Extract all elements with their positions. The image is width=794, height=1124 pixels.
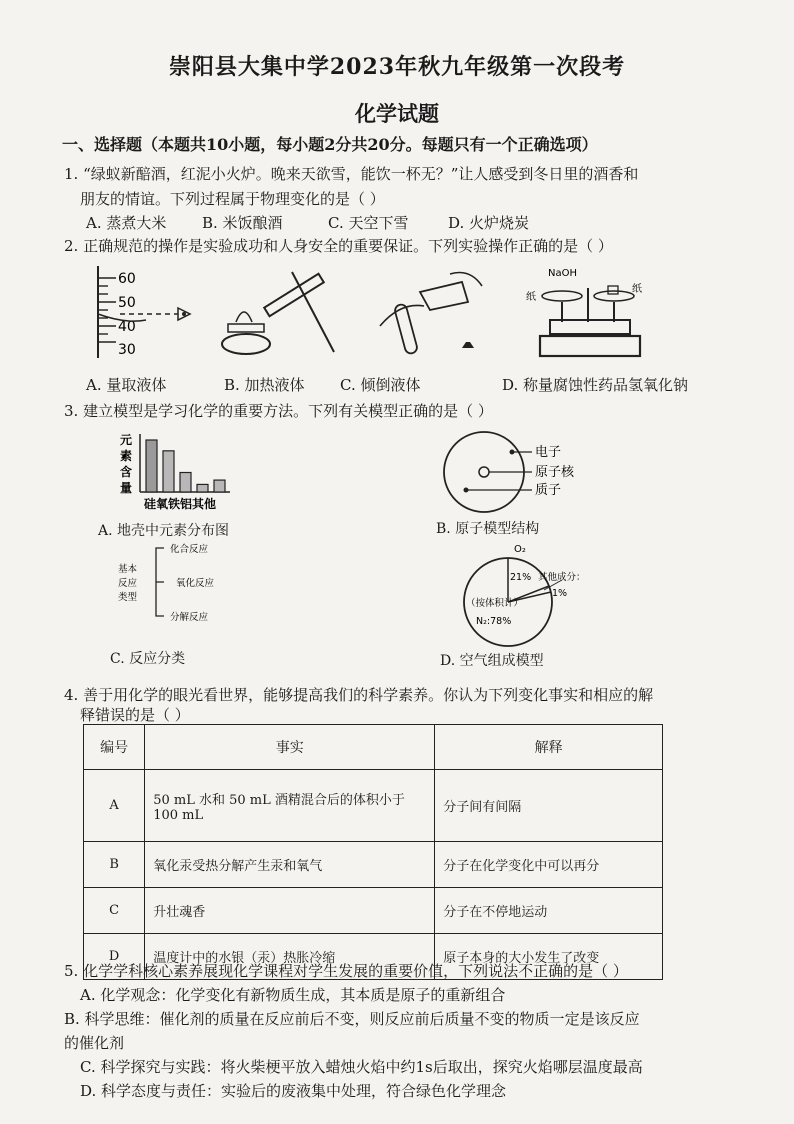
q3-atom-model — [440, 428, 600, 518]
pie-label-o2: O₂ — [514, 544, 526, 555]
chart-a-ylabel-3: 含 — [120, 465, 133, 479]
q3-reaction-classification — [118, 538, 238, 630]
q2-pouring-figure — [370, 262, 500, 362]
pie-label-n2: N₂:78% — [476, 616, 512, 627]
row-explain: 分子在不停地运动 — [435, 888, 663, 934]
q1-stem-line2: 朋友的情谊。下列过程属于物理变化的是（ ） — [80, 190, 385, 208]
q3-air-pie — [452, 540, 622, 652]
chart-a-categories: 硅氧铁铝其他 — [144, 497, 217, 511]
paper-label-left: 纸 — [526, 292, 536, 303]
chart-a-ylabel-1: 元 — [120, 433, 133, 447]
header-explain: 解释 — [435, 725, 663, 770]
q2-option-b: B. 加热液体 — [224, 376, 305, 394]
q2-option-d: D. 称量腐蚀性药品氢氧化钠 — [502, 376, 689, 394]
class-root-3: 类型 — [118, 592, 138, 603]
exam-title: 崇阳县大集中学2023年秋九年级第一次段考 — [168, 54, 626, 80]
hand-left — [380, 305, 424, 326]
q5-option-b-line2: 的催化剂 — [64, 1034, 125, 1052]
cylinder-tick-50: 50 — [118, 295, 136, 311]
q5-option-c: C. 科学探究与实践：将火柴梗平放入蜡烛火焰中约1s后取出，探究火焰哪层温度最高 — [80, 1058, 643, 1076]
exam-subtitle: 化学试题 — [355, 101, 439, 126]
q2-options — [86, 374, 688, 395]
q3-caption-b: B. 原子模型结构 — [436, 521, 540, 537]
q5-stem: 5. 化学学科核心素养展现化学课程对学生发展的重要价值，下列说法不正确的是（ ） — [64, 962, 628, 980]
row-explain: 分子间有间隔 — [435, 770, 663, 842]
chart-a-bar-铝 — [197, 484, 208, 492]
table-row — [84, 888, 663, 934]
row-fact: 氧化汞受热分解产生汞和氧气 — [145, 842, 435, 888]
pie-label-basis: （按体积计） — [466, 598, 524, 609]
q1-options — [86, 212, 529, 233]
q3-stem: 3. 建立模型是学习化学的重要方法。下列有关模型正确的是（ ） — [64, 402, 493, 420]
class-branch-3: 分解反应 — [170, 612, 209, 623]
row-id: D — [84, 934, 145, 980]
row-id: A — [84, 770, 145, 842]
chart-a-ylabel-4: 量 — [120, 481, 133, 495]
chart-a-bar-硅 — [146, 440, 157, 492]
paper-label-right: 纸 — [632, 284, 642, 295]
test-tube — [264, 274, 324, 316]
q3-chart-a — [118, 430, 242, 516]
section-heading: 一、选择题（本题共10小题，每小题2分共20分。每题只有一个正确选项） — [62, 135, 598, 154]
row-fact: 升壮魂香 — [145, 888, 435, 934]
atom-label-nucleus: 原子核 — [535, 465, 575, 480]
bottle-stopper-icon — [462, 342, 474, 348]
q5-option-a: A. 化学观念：化学变化有新物质生成，其本质是原子的重新组合 — [80, 986, 506, 1004]
q1-option-a: A. 蒸煮大米 — [86, 214, 167, 232]
q2-balance-figure — [522, 262, 652, 366]
q3-caption-c: C. 反应分类 — [110, 651, 186, 667]
row-explain: 分子在化学变化中可以再分 — [435, 842, 663, 888]
alcohol-lamp — [222, 334, 270, 354]
cylinder-graduations — [98, 278, 116, 342]
cylinder-tick-40: 40 — [118, 319, 136, 335]
q2-option-a: A. 量取液体 — [86, 376, 167, 394]
left-pan — [542, 291, 582, 301]
right-pan — [594, 291, 634, 301]
q3-caption-a: A. 地壳中元素分布图 — [98, 523, 230, 539]
q5-option-d: D. 科学态度与责任：实验后的废液集中处理，符合绿色化学理念 — [80, 1082, 507, 1100]
reagent-bottle — [420, 282, 468, 310]
header-id: 编号 — [84, 725, 145, 770]
cylinder-tick-30: 30 — [118, 342, 136, 358]
cylinder-tick-60: 60 — [118, 271, 136, 287]
q5-option-b-line1: B. 科学思维：催化剂的质量在反应前后不变，则反应前后质量不变的物质一定是该反应 — [64, 1010, 640, 1028]
chart-a-bar-铁 — [180, 473, 191, 493]
q1-option-b: B. 米饭酿酒 — [202, 214, 283, 232]
balance-base — [540, 336, 640, 356]
atom-label-electron: 电子 — [535, 445, 562, 460]
naoh-label: NaOH — [548, 268, 577, 279]
class-root-1: 基本 — [118, 564, 138, 575]
class-root-2: 反应 — [118, 578, 138, 589]
q2-option-c: C. 倾倒液体 — [340, 376, 421, 394]
pie-label-other: 其他成分： — [538, 572, 586, 583]
row-fact: 温度计中的水银（汞）热胀冷缩 — [145, 934, 435, 980]
q2-heating-figure — [214, 262, 344, 362]
row-id: B — [84, 842, 145, 888]
class-branch-2: 氧化反应 — [176, 578, 215, 589]
q4-stem-line1: 4. 善于用化学的眼光看世界，能够提高我们的科学素养。你认为下列变化事实和相应的解 — [64, 686, 654, 704]
table-header-row — [84, 725, 663, 770]
chart-a-bar-其他 — [214, 480, 225, 492]
balance-beam — [550, 320, 630, 334]
class-branch-1: 化合反应 — [170, 544, 209, 555]
table-row — [84, 770, 663, 842]
flame-icon — [236, 312, 252, 322]
q1-option-d: D. 火炉烧炭 — [448, 214, 530, 232]
atom-label-proton: 质子 — [535, 483, 562, 498]
q1-option-c: C. 天空下雪 — [328, 214, 409, 232]
header-fact: 事实 — [145, 725, 435, 770]
chart-a-bars — [146, 440, 225, 492]
q2-cylinder-figure — [86, 262, 206, 362]
chart-a-ylabel-2: 素 — [120, 449, 133, 463]
pie-label-other-pct: 1% — [552, 588, 568, 599]
row-fact: 50 mL 水和 50 mL 酒精混合后的体积小于 100 mL — [145, 770, 435, 842]
row-id: C — [84, 888, 145, 934]
atom-nucleus — [479, 467, 489, 477]
q4-stem-line2: 释错误的是（ ） — [80, 706, 190, 724]
chart-a-bar-氧 — [163, 451, 174, 492]
tube-holder — [292, 272, 334, 352]
q2-stem: 2. 正确规范的操作是实验成功和人身安全的重要保证。下列实验操作正确的是（ ） — [64, 237, 613, 255]
row-explain: 原子本身的大小发生了改变 — [435, 934, 663, 980]
class-bracket — [156, 548, 164, 616]
q3-caption-d: D. 空气组成模型 — [440, 653, 544, 669]
q1-stem-line1: 1. “绿蚁新醅酒，红泥小火炉。晚来天欲雪，能饮一杯无？”让人感受到冬日里的酒香和 — [64, 165, 639, 183]
pie-label-21: 21% — [510, 572, 532, 583]
weight-icon — [608, 286, 618, 294]
q4-table — [83, 724, 663, 980]
table-row — [84, 842, 663, 888]
